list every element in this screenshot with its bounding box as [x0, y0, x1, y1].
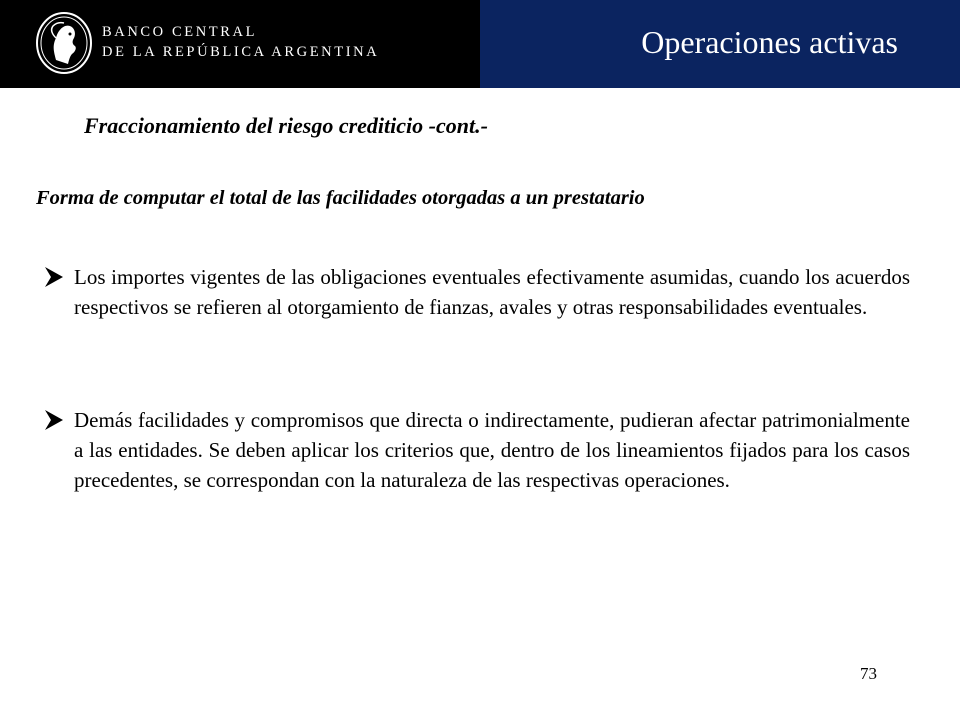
- bank-name-line1: BANCO CENTRAL: [102, 24, 258, 40]
- bullet-item-2: [44, 405, 910, 495]
- bullet-text-2: Demás facilidades y compromisos que directa o indirectamente, pudieran afectar patrimonialmente a las entidades. Se deben aplicar los criterios que, dentro de los lineamientos fijados para los casos precedentes, se correspondan con la naturaleza de las respectivas operaciones.: [74, 408, 910, 492]
- page-title: Operaciones activas: [641, 24, 898, 60]
- bullet-item-1: [44, 262, 910, 322]
- arrowhead-bullet-icon: [44, 409, 64, 431]
- slide-subtitle: Fraccionamiento del riesgo crediticio -cont.-: [84, 113, 488, 138]
- header-bank-panel: [0, 0, 480, 88]
- page-number: 73: [860, 664, 877, 683]
- bank-name-line2: DE LA REPÚBLICA ARGENTINA: [102, 44, 380, 60]
- section-heading: Forma de computar el total de las facilidades otorgadas a un prestatario: [36, 187, 645, 209]
- bank-name: [102, 22, 379, 62]
- bcra-seal-icon: [34, 10, 94, 76]
- arrowhead-bullet-icon: [44, 266, 64, 288]
- bullet-text-1: Los importes vigentes de las obligaciones eventuales efectivamente asumidas, cuando los acuerdos respectivos se refieren al otorgamiento de fianzas, avales y otras responsabilidades eventuales.: [74, 265, 910, 319]
